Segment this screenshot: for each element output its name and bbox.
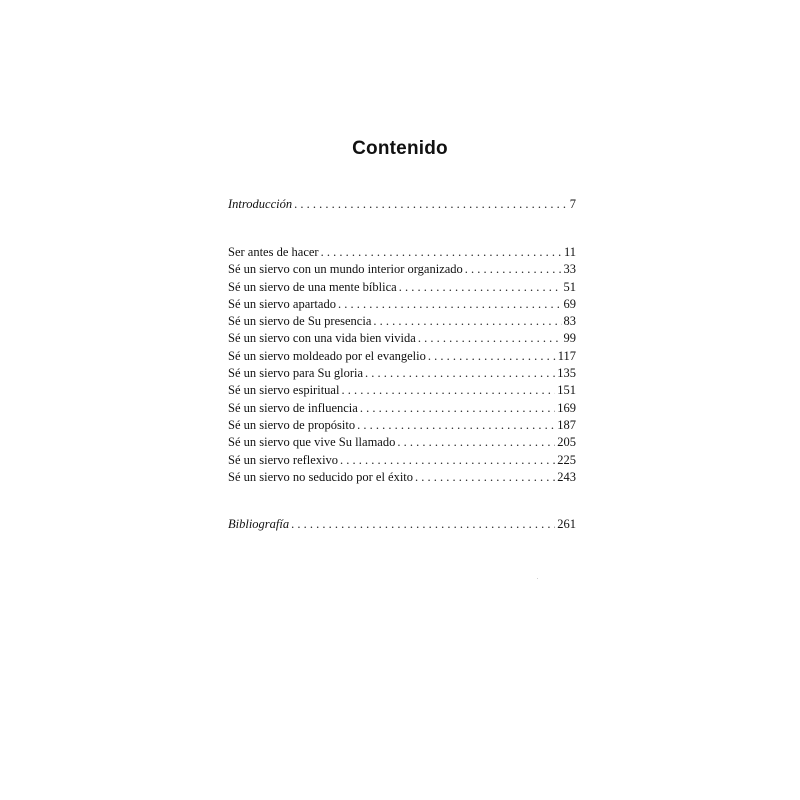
toc-entry-label: Sé un siervo reflexivo (228, 452, 339, 467)
toc-entry-page: 135 (557, 366, 576, 381)
toc-entry-label: Sé un siervo con una vida bien vivida (228, 331, 416, 346)
toc-entry-page: 151 (557, 383, 576, 398)
toc-entry-label: Sé un siervo apartado (228, 296, 336, 311)
toc-entry-page: 7 (569, 197, 576, 211)
dot-leader (415, 469, 555, 486)
toc-entry-page: 205 (557, 435, 576, 450)
page-title: Contenido (352, 138, 448, 159)
toc-entry-page: 187 (557, 417, 576, 432)
toc-entry-page: 117 (557, 348, 576, 363)
toc-entry-page: 225 (557, 452, 576, 467)
toc-entry-label: Bibliografía (228, 517, 290, 531)
dot-leader (294, 196, 568, 213)
dot-leader (465, 261, 562, 278)
dot-leader (399, 279, 562, 296)
toc-entry-intro (228, 196, 576, 213)
toc-chapters-list (228, 244, 576, 486)
toc-entry-label: Sé un siervo de una mente bíblica (228, 279, 397, 294)
paper-speck (537, 578, 538, 579)
toc-entry-label: Sé un siervo para Su gloria (228, 366, 364, 381)
toc-entry-label: Introducción (228, 197, 293, 211)
toc-entry-page: 99 (563, 331, 576, 346)
dot-leader (360, 400, 555, 417)
toc-intro-section (228, 196, 576, 213)
toc-entry (228, 279, 576, 296)
toc-entry (228, 382, 576, 399)
toc-entry-page: 69 (563, 296, 576, 311)
toc-entry (228, 348, 576, 365)
dot-leader (373, 313, 561, 330)
toc-entry (228, 400, 576, 417)
toc-entry-bibliography (228, 516, 576, 533)
toc-entry-page: 83 (563, 314, 576, 329)
toc-entry-page: 33 (563, 262, 576, 277)
toc-entry-label: Ser antes de hacer (228, 245, 319, 259)
toc-entry-label: Sé un siervo con un mundo interior organizado (228, 262, 463, 277)
dot-leader (428, 348, 556, 365)
toc-entry (228, 313, 576, 330)
dot-leader (357, 417, 555, 434)
dot-leader (365, 365, 555, 382)
toc-entry-page: 243 (557, 469, 576, 484)
toc-entry-label: Sé un siervo de influencia (228, 400, 358, 415)
dot-leader (291, 516, 555, 533)
toc-entry-label: Sé un siervo que vive Su llamado (228, 435, 396, 450)
toc-entry (228, 244, 576, 261)
dot-leader (341, 382, 555, 399)
toc-entry-label: Sé un siervo de Su presencia (228, 314, 372, 329)
toc-entry-label: Sé un siervo espiritual (228, 383, 340, 398)
toc-entry-label: Sé un siervo moldeado por el evangelio (228, 348, 426, 363)
toc-entry (228, 469, 576, 486)
dot-leader (321, 244, 562, 261)
dot-leader (340, 452, 555, 469)
toc-bibliography-section (228, 516, 576, 533)
toc-entry-page: 261 (557, 517, 576, 531)
dot-leader (338, 296, 562, 313)
toc-entry-label: Sé un siervo de propósito (228, 417, 356, 432)
toc-entry-label: Sé un siervo no seducido por el éxito (228, 469, 414, 484)
toc-entry (228, 261, 576, 278)
dot-leader (397, 434, 555, 451)
toc-entry-page: 51 (563, 279, 576, 294)
toc-entry (228, 296, 576, 313)
toc-entry-page: 169 (557, 400, 576, 415)
dot-leader (418, 330, 562, 347)
toc-entry-page: 11 (563, 245, 576, 259)
toc-entry (228, 434, 576, 451)
toc-entry (228, 452, 576, 469)
toc-entry (228, 365, 576, 382)
toc-entry (228, 330, 576, 347)
toc-entry (228, 417, 576, 434)
